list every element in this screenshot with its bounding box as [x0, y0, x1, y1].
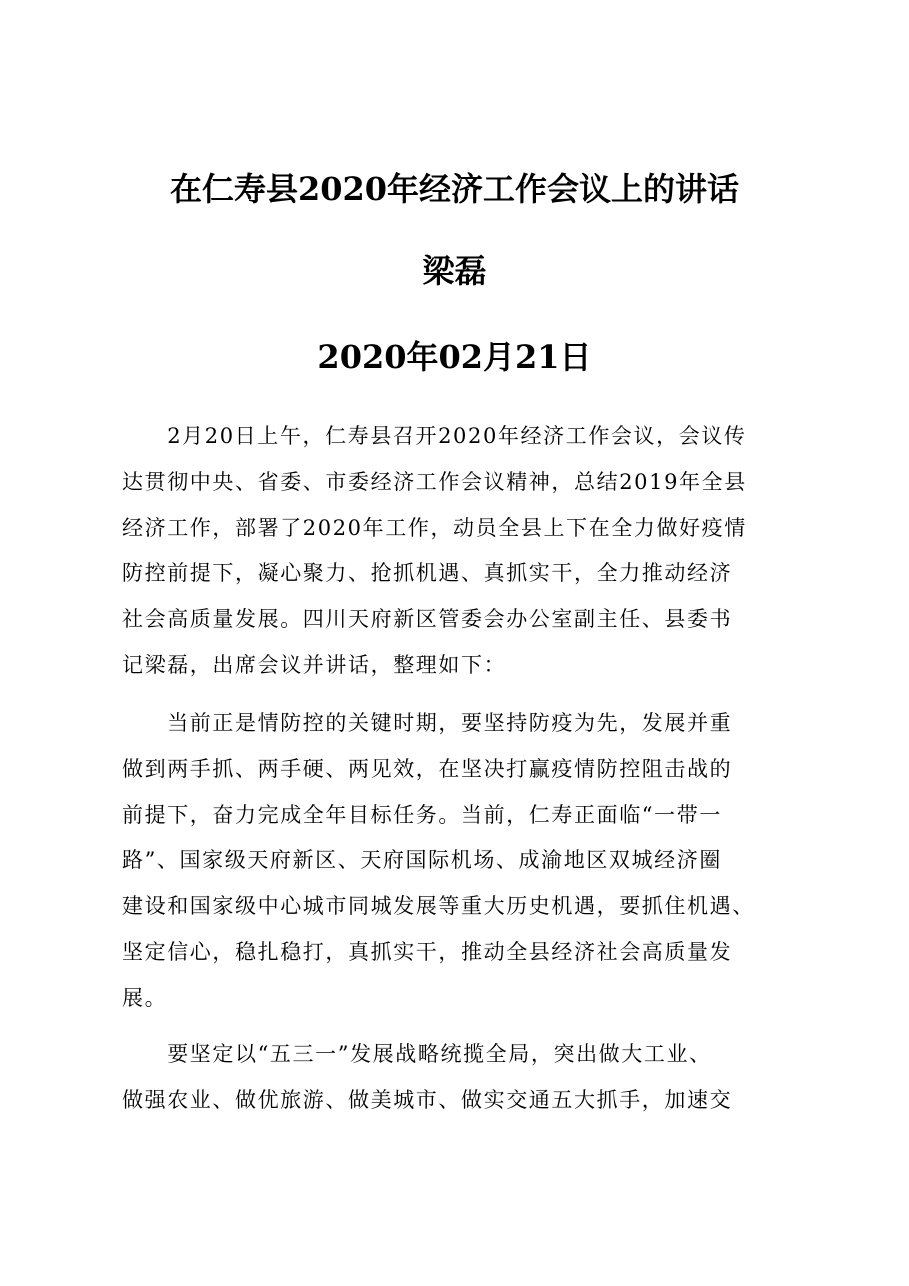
- text-line: 做强农业、做优旅游、做美城市、做实交通五大抓手，加速交: [122, 1087, 733, 1112]
- document-title: 在仁寿县2020年经济工作会议上的讲话: [169, 170, 740, 208]
- text-line: 建设和国家级中心城市同城发展等重大历史机遇，要抓住机遇、: [122, 894, 755, 919]
- text-line: 当前正是情防控的关键时期，要坚持防疫为先，发展并重: [122, 711, 733, 735]
- text-line: 防控前提下，凝心聚力、抢抓机遇、真抓实干，全力推动经济: [122, 561, 733, 586]
- document-date: 2020年02月21日: [317, 338, 592, 376]
- text-line: 记梁磊，出席会议并讲话，整理如下：: [122, 652, 507, 677]
- paragraph-1: [122, 414, 802, 689]
- paragraph-2: [122, 701, 802, 1022]
- text-line: 路”、国家级天府新区、天府国际机场、成渝地区双城经济圈: [122, 848, 722, 873]
- text-line: 达贯彻中央、省委、市委经济工作会议精神，总结2019年全县: [122, 469, 747, 494]
- text-line: 要坚定以“五三一”发展战略统揽全局，突出做大工业、: [122, 1042, 712, 1066]
- document-author: 梁磊: [422, 252, 487, 290]
- text-line: 经济工作，部署了2020年工作，动员全县上下在全力做好疫情: [122, 515, 747, 540]
- paragraph-3: [122, 1032, 802, 1124]
- text-line: 前提下，奋力完成全年目标任务。当前，仁寿正面临“一带一: [122, 802, 722, 827]
- text-line: 社会高质量发展。四川天府新区管委会办公室副主任、县委书: [122, 607, 733, 632]
- text-line: 2月20日上午，仁寿县召开2020年经济工作会议，会议传: [122, 424, 747, 448]
- text-line: 展。: [122, 985, 168, 1010]
- text-line: 坚定信心，稳扎稳打，真抓实干，推动全县经济社会高质量发: [122, 939, 733, 964]
- text-line: 做到两手抓、两手硬、两见效，在坚决打赢疫情防控阻击战的: [122, 756, 733, 781]
